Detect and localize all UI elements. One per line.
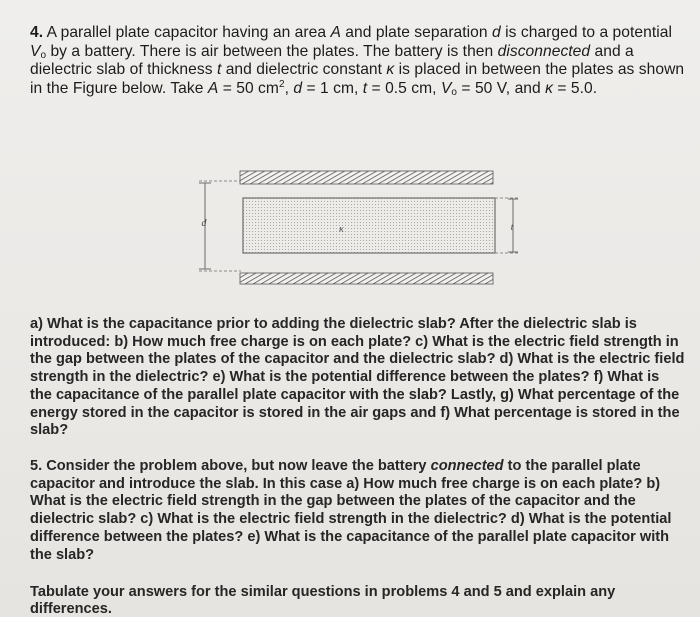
symbol-potential: V — [30, 42, 41, 60]
d-label: d — [201, 218, 207, 229]
problem-4-text: 4. A parallel plate capacitor having an area A and plate separation d is charged to a potential $V_o$ by a battery. There is air between the plates. The battery is then disconnected and a dielectric slab of thickness t and dielectric constant κ is placed in between the plates as shown in the Figure below. Take A = 50 $cm^2$, d = 1 cm, t = 0.5 cm, $V_o = 50$ V, and κ = 5.0. — [30, 24, 685, 98]
symbol-kappa: κ — [386, 61, 395, 79]
bottom-plate — [240, 273, 493, 284]
problem-4-number: 4. — [30, 24, 44, 41]
symbol-thickness: t — [216, 61, 222, 79]
symbol-separation: d — [492, 24, 501, 41]
problem-5-number: 5. — [30, 458, 43, 474]
t-label: t — [510, 222, 514, 232]
dielectric-slab — [243, 198, 495, 253]
problem-4-questions: a) What is the capacitance prior to adding the dielectric slab? After the dielectric slab is introduced: b) How much free charge is on each plate? c) What is the electric field strength in the gap between the plates of the capacitor and the dielectric slab? d) What is the electric field strength in the dielectric? e) What is the potential difference between the plates? f) What is the capacitance of the parallel plate capacitor with the slab? Lastly, g) What percentage of the energy stored in the capacitor is stored in the air gaps and f) What percentage is stored in the slab? — [30, 316, 685, 439]
symbol-area: A — [330, 24, 341, 41]
top-plate — [240, 171, 493, 184]
problem-5-text: 5. Consider the problem above, but now leave the battery connected to the parallel plate capacitor and introduce the slab. In this case a) How much free charge is on each plate? b) What is the electric field strength in the gap between the plates of the capacitor and the dielectric slab? c) What is the electric field strength in the dielectric? d) What is the potential difference between the plates? e) What is the capacitance of the parallel plate capacitor with the slab? — [30, 458, 672, 563]
emphasis-connected: connected — [430, 458, 504, 474]
emphasis-disconnected: disconnected — [497, 42, 591, 60]
kappa-label: κ — [339, 224, 344, 235]
tabulate-instruction: Tabulate your answers for the similar questions in problems 4 and 5 and explain any differences. — [30, 584, 616, 617]
